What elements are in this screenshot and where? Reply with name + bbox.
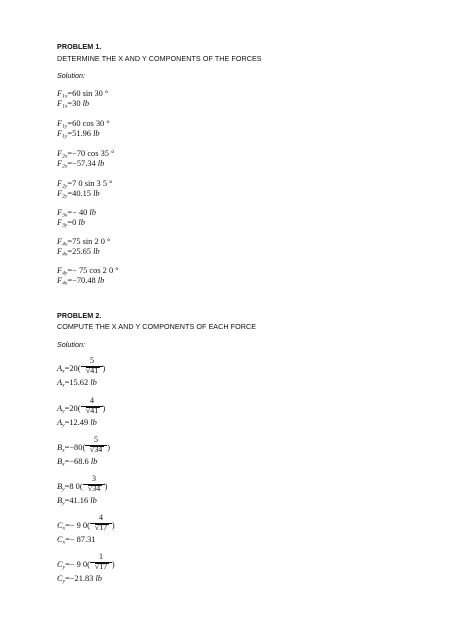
equation-rhs: =60 sin 30 °	[67, 89, 109, 98]
equation-unit: lb	[93, 247, 100, 256]
fraction-denominator: √34	[89, 445, 103, 454]
equation-subscript: y	[62, 564, 66, 571]
right-paren: )	[104, 482, 108, 491]
equation-symbol: F	[57, 119, 63, 128]
equation-rhs: =51.96	[67, 129, 94, 138]
equation-rhs: =12.49	[64, 418, 91, 427]
equation-line	[57, 129, 100, 138]
equation-subscript: 1y	[62, 133, 68, 140]
left-paren: (	[77, 364, 81, 373]
equation-prefix: =− 9 0	[65, 521, 88, 530]
equation-rhs: =−57.34	[67, 159, 98, 168]
equation-rhs: =−70.48	[67, 276, 98, 285]
equation-line	[57, 89, 108, 98]
equation-result	[57, 378, 97, 387]
left-paren: (	[87, 521, 90, 530]
equation-symbol: F	[57, 237, 63, 246]
equation-rhs: =−21.83	[65, 574, 96, 583]
equation-subscript: 1y	[62, 123, 68, 130]
equation-subscript: y	[62, 408, 65, 415]
equation-subscript: 2x	[62, 153, 68, 160]
equation-symbol: F	[57, 218, 63, 227]
equation-unit: lb	[93, 129, 100, 138]
left-paren: (	[87, 560, 90, 569]
equation-result	[57, 418, 97, 427]
equation-subscript: x	[62, 461, 65, 468]
equation-unit: lb	[93, 189, 100, 198]
equation-result	[57, 457, 97, 466]
equation-subscript: 4y	[62, 270, 68, 277]
equation-unit: lb	[95, 574, 102, 583]
equation-symbol: B	[57, 482, 63, 491]
equation-subscript: x	[62, 382, 65, 389]
right-paren: )	[107, 443, 111, 452]
equation-symbol: C	[57, 560, 63, 569]
equation-subscript: x	[62, 447, 65, 454]
equation-prefix: =− 9 0	[65, 560, 88, 569]
equation-subscript: 4x	[62, 251, 68, 258]
equation-result	[57, 574, 102, 583]
fraction-denominator: √41	[85, 406, 99, 415]
problem1-title: PROBLEM 1.	[57, 42, 102, 51]
fraction-denominator: √17	[94, 523, 108, 532]
left-paren: (	[77, 404, 81, 413]
equation-rhs: =40.15	[67, 189, 94, 198]
problem1-solution-label: Solution:	[57, 71, 85, 80]
right-paren: )	[111, 560, 115, 569]
equation-rhs: =−68.6	[64, 457, 91, 466]
fraction-numerator: 4	[99, 513, 103, 522]
fraction-numerator: 5	[90, 356, 94, 365]
equation-symbol: F	[57, 89, 63, 98]
equation-symbol: F	[57, 208, 63, 217]
equation-unit: lb	[89, 208, 96, 217]
equation-prefix: =8 0	[64, 482, 80, 491]
equation-line	[57, 266, 119, 275]
equation-line	[57, 99, 89, 108]
equation-unit: lb	[78, 218, 85, 227]
equation-rhs: =0	[67, 218, 79, 227]
equation-symbol: A	[57, 418, 63, 427]
fraction-numerator: 1	[99, 552, 103, 561]
equation-line	[57, 149, 114, 158]
equation-symbol: B	[57, 457, 63, 466]
equation-subscript: y	[62, 486, 65, 493]
equation-rhs: =7 0 sin 3 5 °	[67, 179, 113, 188]
problem2-solution-label: Solution:	[57, 340, 85, 349]
right-paren: )	[111, 521, 115, 530]
equation-subscript: x	[62, 525, 66, 532]
equation-unit: lb	[82, 99, 90, 108]
equation-unit: lb	[97, 159, 105, 168]
equation-rhs: =41.16	[64, 496, 91, 505]
equation-rhs: =− 75 cos 2 0 °	[67, 266, 119, 275]
equation-symbol: A	[57, 378, 63, 387]
equation-symbol: F	[57, 99, 63, 108]
equation-rhs: =25.65	[67, 247, 94, 256]
equation-symbol: C	[57, 574, 63, 583]
equation-symbol: F	[57, 149, 63, 158]
equation-subscript: 1x	[62, 103, 68, 110]
equation-line	[57, 208, 96, 217]
equation-prefix: =−80	[64, 443, 83, 452]
problem1-instruction: DETERMINE THE X AND Y COMPONENTS OF THE FORCES	[57, 54, 262, 63]
fraction-numerator: 5	[94, 435, 98, 444]
equation-symbol: F	[57, 189, 63, 198]
equation-symbol: F	[57, 159, 63, 168]
right-paren: )	[102, 364, 106, 373]
problem2-title: PROBLEM 2.	[57, 311, 102, 320]
equation-rhs: =30	[67, 99, 83, 108]
equation-subscript: 2x	[62, 163, 68, 170]
equation-symbol: C	[57, 535, 63, 544]
equation-symbol: B	[57, 443, 63, 452]
equation-subscript: x	[62, 368, 65, 375]
fraction-denominator: √17	[94, 562, 108, 571]
equation-unit: lb	[90, 457, 98, 466]
fraction-numerator: 3	[92, 474, 96, 483]
equation-symbol: A	[57, 364, 63, 373]
fraction-denominator: √41	[85, 366, 99, 375]
left-paren: (	[82, 443, 86, 452]
right-paren: )	[102, 404, 106, 413]
equation-result	[57, 496, 97, 505]
equation-line	[57, 189, 100, 198]
equation-line	[57, 159, 104, 168]
equation-subscript: 1x	[62, 93, 68, 100]
equation-symbol: F	[57, 247, 63, 256]
problem2-instruction: COMPUTE THE X AND Y COMPONENTS OF EACH FORCE	[57, 322, 257, 331]
equation-symbol: F	[57, 179, 63, 188]
equation-subscript: y	[62, 422, 65, 429]
equation-rhs: =− 40	[67, 208, 90, 217]
equation-subscript: 4x	[62, 241, 68, 248]
equation-subscript: 3y	[62, 222, 68, 229]
equation-line	[57, 237, 110, 246]
equation-line	[57, 218, 85, 227]
equation-rhs: =75 sin 2 0 °	[67, 237, 111, 246]
equation-subscript: 2y	[62, 193, 68, 200]
equation-prefix: =20	[64, 364, 78, 373]
equation-result	[57, 535, 95, 544]
equation-unit: lb	[97, 276, 105, 285]
equation-subscript: 4x	[62, 280, 68, 287]
equation-subscript: y	[62, 500, 65, 507]
equation-prefix: =20	[64, 404, 78, 413]
equation-unit: lb	[90, 496, 97, 505]
equation-symbol: F	[57, 266, 63, 275]
equation-subscript: x	[62, 539, 66, 546]
equation-rhs: =15.62	[64, 378, 91, 387]
equation-symbol: C	[57, 521, 63, 530]
equation-subscript: y	[62, 578, 66, 585]
equation-subscript: 3x	[62, 212, 68, 219]
fraction-numerator: 4	[90, 396, 94, 405]
equation-line	[57, 276, 104, 285]
equation-line	[57, 247, 100, 256]
equation-symbol: F	[57, 276, 63, 285]
equation-line	[57, 119, 110, 128]
equation-symbol: A	[57, 404, 63, 413]
equation-subscript: 2y	[62, 183, 68, 190]
equation-unit: lb	[90, 378, 97, 387]
equation-line	[57, 179, 112, 188]
left-paren: (	[79, 482, 83, 491]
equation-rhs: =−70 cos 35 °	[67, 149, 115, 158]
equation-rhs: =60 cos 30 °	[67, 119, 110, 128]
equation-rhs: =− 87.31	[65, 535, 96, 544]
equation-symbol: B	[57, 496, 63, 505]
fraction-denominator: √34	[87, 484, 101, 493]
equation-symbol: F	[57, 129, 63, 138]
equation-unit: lb	[90, 418, 97, 427]
